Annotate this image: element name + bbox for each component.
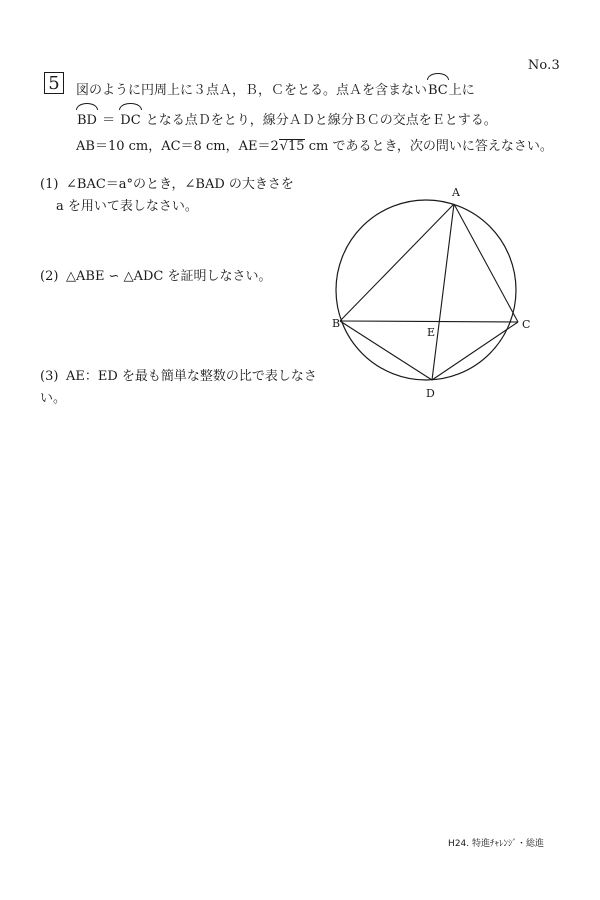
question-3-line-1: AE：ED を最も簡単な整数の比で表しなさい。 [40, 369, 317, 406]
stem-equals: ＝ [102, 113, 116, 128]
question-2-number: (2) [40, 269, 59, 284]
arc-dc: DC [120, 104, 140, 134]
footer-note: H24. 特進ﾁｬﾚﾝｼﾞ・総進 [448, 839, 544, 849]
stem-line-3-text-b: cm であるとき，次の問いに答えなさい。 [304, 139, 553, 154]
question-3-number: (3) [40, 369, 59, 384]
segment-bc [340, 321, 518, 322]
problem-stem [76, 74, 576, 160]
segment-ac [454, 204, 518, 322]
question-1 [40, 174, 330, 218]
geometry-figure [328, 178, 552, 402]
stem-line-1-text-b: 上に [448, 83, 475, 98]
question-3 [40, 366, 330, 410]
segment-ab [340, 204, 454, 321]
question-2 [40, 266, 330, 288]
sqrt-radicand: 15 [288, 139, 305, 154]
question-1-number: (1) [40, 177, 59, 192]
sqrt-15: √15 [279, 139, 305, 154]
stem-line-2-text: となる点Ｄをとり，線分ＡＤと線分ＢＣの交点をＥとする。 [145, 113, 497, 128]
problem-number-box: 5 [44, 72, 64, 94]
stem-line-3-text-a: AB＝10 cm，AC＝8 cm，AE＝2 [76, 139, 279, 154]
segment-dc [432, 322, 518, 380]
stem-line-1-text-a: 図のように円周上に３点Ａ，Ｂ，Ｃをとる。点Ａを含まない [76, 83, 428, 98]
stem-line-1 [76, 74, 576, 104]
stem-line-3 [76, 134, 576, 160]
question-1-line-1: ∠BAC＝a°のとき，∠BAD の大きさを [66, 177, 294, 192]
label-e: E [427, 326, 436, 339]
question-2-line-1: △ABE ∽ △ADC を証明しなさい。 [66, 269, 272, 284]
label-a: A [452, 186, 460, 199]
circumcircle [336, 200, 516, 380]
label-c: C [522, 318, 531, 331]
arc-bd: BD [77, 104, 97, 134]
question-1-line-2: a を用いて表しなさい。 [56, 199, 198, 214]
label-d: D [426, 387, 435, 400]
label-b: B [332, 317, 341, 330]
page-number: No.3 [527, 58, 560, 73]
segment-ad [432, 204, 454, 380]
arc-bc: BC [428, 74, 448, 104]
stem-line-2 [76, 104, 576, 134]
